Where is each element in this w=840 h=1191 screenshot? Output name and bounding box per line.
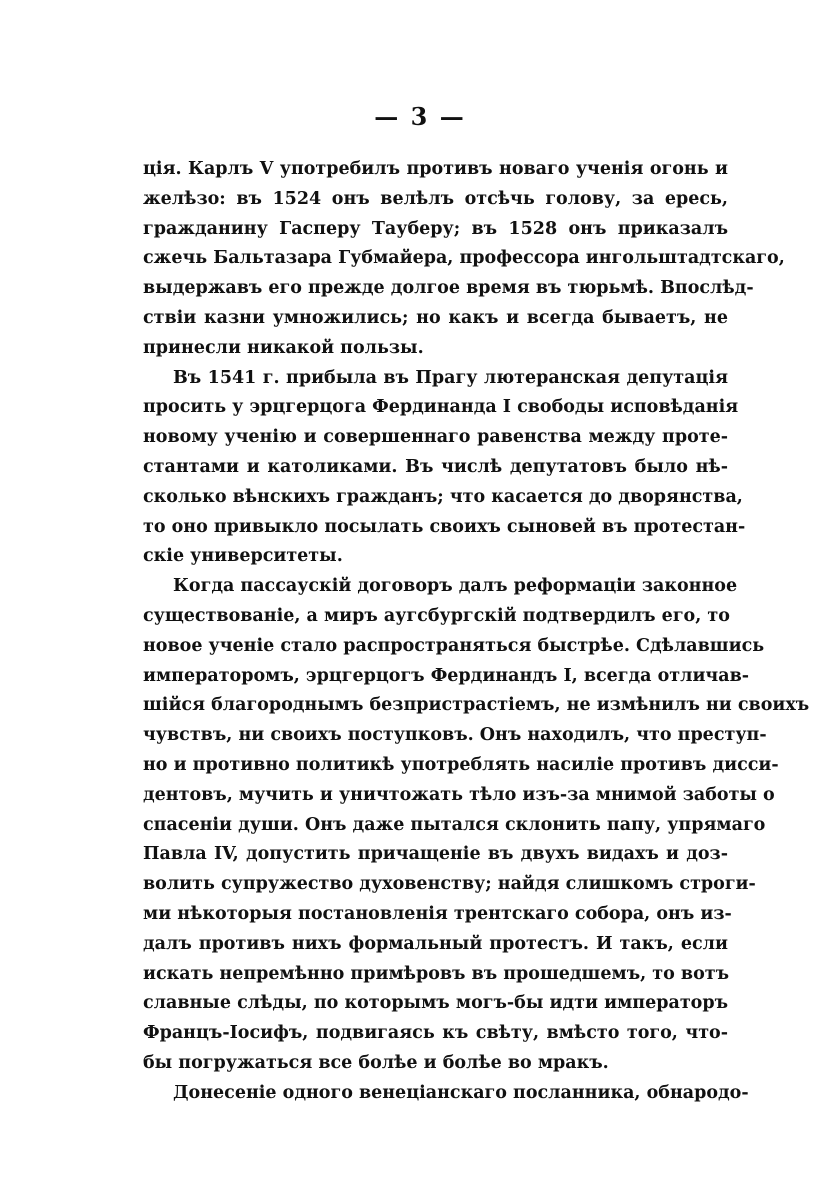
text-line: новое ученіе стало распространяться быстрѣе. Сдѣлавшись [143, 635, 765, 656]
text-line: но и противно политикѣ употреблять насиліе противъ дисси- [143, 754, 779, 775]
text-line: шійся благороднымъ безпристрастіемъ, не измѣнилъ ни своихъ [143, 695, 810, 716]
text-line: новому ученію и совершеннаго равенства между проте- [143, 427, 728, 448]
text-line: гражданину Гасперу Тауберу; въ 1528 онъ приказалъ [143, 218, 728, 239]
text-line: искать непремѣнно примѣровъ въ прошедшемъ, то вотъ [143, 963, 730, 984]
text-line: выдержавъ его прежде долгое время въ тюрьмѣ. Впослѣд- [143, 278, 754, 299]
text-line: ми нѣкоторыя постановленія трентскаго собора, онъ из- [143, 903, 732, 924]
text-line: Когда пассаускій договоръ далъ реформаціи законное [173, 576, 738, 597]
text-line: просить у эрцгерцога Фердинанда I свободы исповѣданія [143, 397, 739, 418]
text-line: славные слѣды, по которымъ могъ-бы идти императоръ [143, 993, 728, 1014]
text-line: ція. Карлъ V употребилъ противъ новаго ученія огонь и [143, 159, 728, 179]
text-line: принесли никакой пользы. [143, 337, 424, 358]
text-line: императоромъ, эрцгерцогъ Фердинандъ I, всегда отличав- [143, 665, 749, 686]
text-line: бы погружаться все болѣе и болѣе во мракъ. [143, 1052, 609, 1073]
text-line: скіе университеты. [143, 546, 343, 567]
text-line: ствіи казни умножились; но какъ и всегда бываетъ, не [143, 307, 728, 328]
text-line: Францъ-Іосифъ, подвигаясь къ свѣту, вмѣсто того, что- [143, 1023, 728, 1044]
text-line: Донесеніе одного венеціанскаго посланника, обнародо- [173, 1082, 749, 1103]
text-line: сжечь Бальтазара Губмайера, профессора ингольштадтскаго, [143, 248, 785, 269]
page-number: — 3 — [374, 102, 466, 131]
text-line: чувствъ, ни своихъ поступковъ. Онъ находилъ, что преступ- [143, 725, 767, 746]
text-line: спасеніи души. Онъ даже пытался склонить папу, упрямаго [143, 814, 766, 835]
text-line: то оно привыкло посылать своихъ сыновей въ протестан- [143, 516, 746, 537]
text-line: дентовъ, мучить и уничтожать тѣло изъ-за мнимой заботы о [143, 784, 775, 805]
text-line: существованіе, а миръ аугсбургскій подтвердилъ его, то [143, 605, 730, 626]
text-line: Въ 1541 г. прибыла въ Прагу лютеранская депутація [173, 367, 728, 388]
body-text [143, 155, 810, 1109]
text-line: далъ противъ нихъ формальный протестъ. И такъ, если [143, 933, 728, 954]
text-line: стантами и католиками. Въ числѣ депутатовъ было нѣ- [143, 456, 728, 477]
text-line: Павла IV, допустить причащеніе въ двухъ видахъ и доз- [143, 844, 728, 865]
text-line: желѣзо: въ 1524 онъ велѣлъ отсѣчь голову, за ересь, [143, 188, 728, 209]
text-line: волить супружество духовенству; найдя слишкомъ строги- [143, 874, 756, 895]
text-line: сколько вѣнскихъ гражданъ; что касается до дворянства, [143, 486, 743, 507]
